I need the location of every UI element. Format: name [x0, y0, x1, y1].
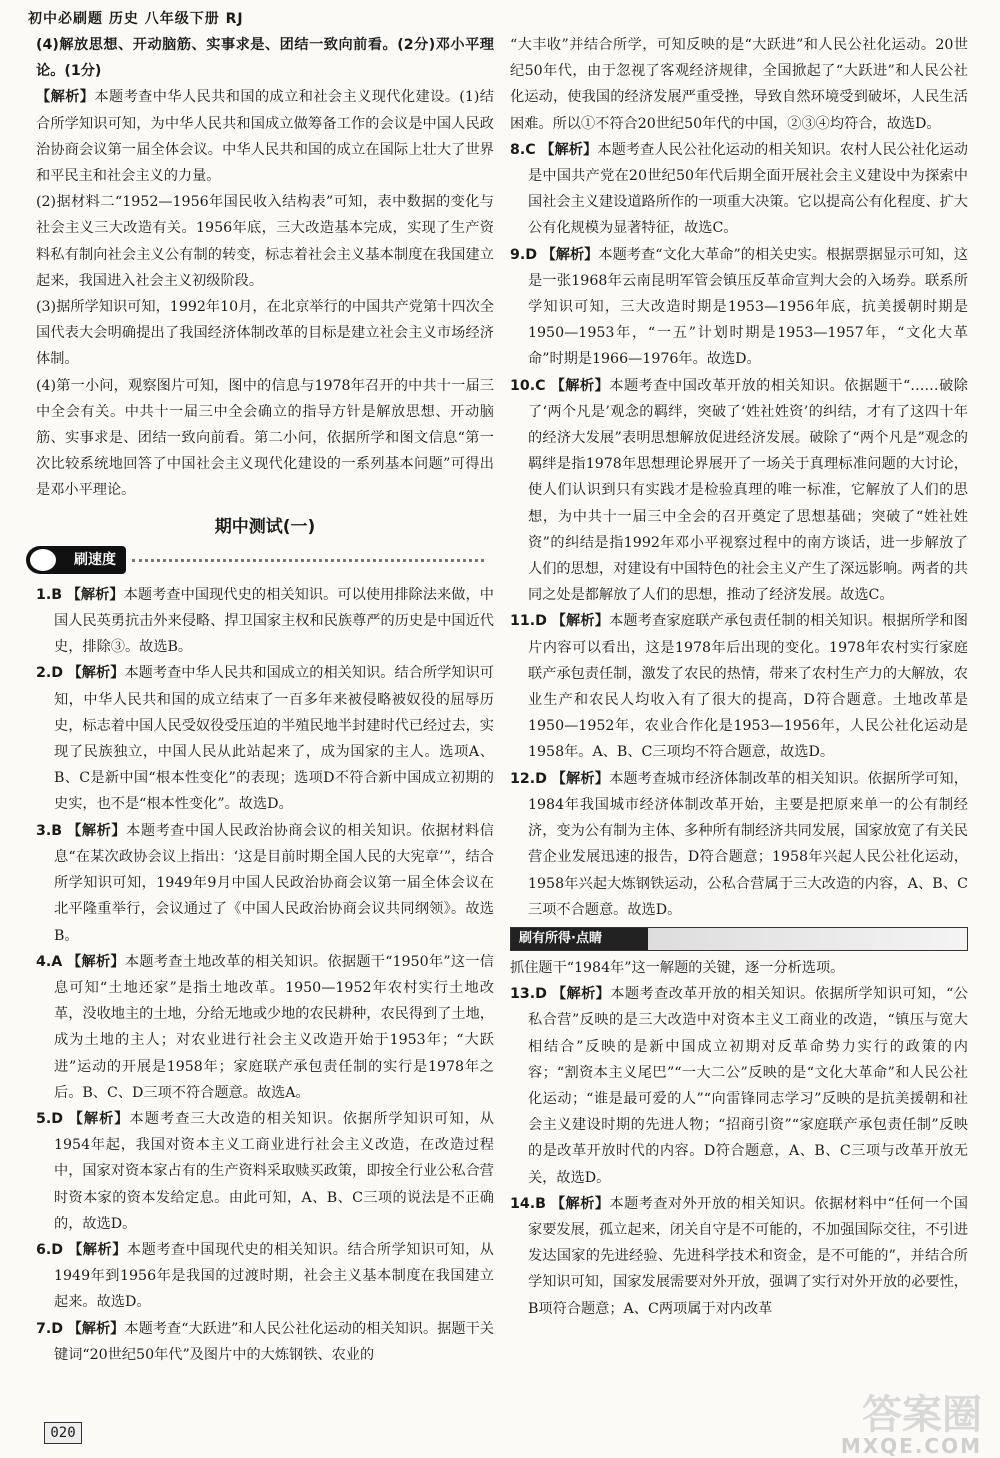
- analysis-tag: 【解析】: [66, 586, 124, 603]
- page-number: 020: [44, 1422, 82, 1444]
- answer-number: 1.B: [36, 586, 63, 603]
- analysis-tag: 【解析】: [541, 246, 599, 263]
- answer-number: 11.D: [510, 613, 547, 630]
- answer-number: 8.C: [510, 141, 536, 158]
- answer-item: [510, 608, 968, 765]
- right-answer-list-b: [510, 981, 968, 1322]
- answer-number: 5.D: [36, 1110, 64, 1127]
- answer-item: [36, 1237, 494, 1316]
- analysis-tag: 【解析】: [68, 1110, 130, 1127]
- answer-item: [36, 949, 494, 1106]
- left-column: [36, 32, 494, 1368]
- analysis-part-2: (2)据材料二“1952—1956年国民收入结构表”可知，表中数据的变化与社会主义三大改造有关。1956年底，三大改造基本完成，实现了生产资料私有制向社会主义公有制的转变，标志着社会主义基本制度在我国建立起来，我国进入社会主义初级阶段。: [36, 194, 494, 289]
- speed-banner: [26, 546, 494, 576]
- analysis-tag: 【解析】: [551, 770, 610, 787]
- analysis-paragraph: [36, 84, 494, 189]
- analysis-tag: 【解析】: [36, 89, 95, 106]
- tip-label: 刷有所得·点睛: [519, 930, 602, 946]
- analysis-part-4: (4)第一小问，观察图片可知，图中的信息与1978年召开的中共十一届三中全会有关。中共十一届三中全会确立的指导方针是解放思想、开动脑筋、实事求是、团结一致向前看。第二小问，依据所学和图文信息“第一次比较系统地回答了中国社会主义现代化建设的一系列基本问题”可得出是邓小平理论。: [36, 377, 494, 499]
- analysis-tag: 【解析】: [540, 141, 598, 158]
- analysis-text: 本题考查三大改造的相关知识。依据所学知识可知，从1954年起，我国对资本主义工商业进行社会主义改造，在改造过程中，国家对资本家占有的生产资料采取赎买政策，即按全行业公私合营时资本家的资本发给定息。由此可知，A、B、C三项的说法是不正确的，故选D。: [54, 1110, 494, 1232]
- answer-number: 10.C: [510, 377, 546, 394]
- right-answer-list-a: [510, 137, 968, 923]
- tip-bar: [510, 927, 968, 951]
- answer-number: 14.B: [510, 1195, 546, 1212]
- answer-item: [36, 818, 494, 949]
- analysis-tag: 【解析】: [68, 1241, 127, 1258]
- speed-badge: [26, 546, 126, 574]
- answer-number: 12.D: [510, 770, 547, 787]
- dotted-divider: [132, 559, 484, 562]
- analysis-tag: 【解析】: [67, 1320, 125, 1337]
- left-answer-list: [36, 582, 494, 1368]
- analysis-text: 本题考查“文化大革命”的相关史实。根据票据显示可知，这是一张1968年云南昆明军管会镇压反革命宣判大会的入场券。联系所学知识可知，三大改造时期是1953—1956年底，抗美援朝时期是1950—1953年，“一五”计划时期是1953—1957年，“文化大革命”时期是1966—1976年。故选D。: [528, 246, 968, 368]
- analysis-text: 本题考查改革开放的相关知识。依据所学知识可知，“公私合营”反映的是三大改造中对资本主义工商业的改造，“镇压与宽大相结合”反映的是新中国成立初期对反革命势力实行的政策的内容；“割资本主义尾巴”“一大二公”反映的是“文化大革命”和人民公社化运动；“谁是最可爱的人”“向雷锋同志学习”反映的是抗美援朝和社会主义建设时期的先进人物；“招商引资”“家庭联产承包责任制”反映的是改革开放时代的内容。D符合题意，A、B、C三项与改革开放无关，故选D。: [528, 986, 968, 1186]
- analysis-text: 本题考查家庭联产承包责任制的相关知识。根据所学和图片内容可以看出，这是1978年后出现的变化。1978年农村实行家庭联产承包责任制，激发了农民的热情，带来了农村生产力的大解放，农业生产和农民人均收入有了很大的提高，D符合题意。土地改革是1950—1952年，农业合作化是1953—1956年，人民公社化运动是1958年。A、B、C三项均不符合题意，故选D。: [528, 613, 968, 761]
- analysis-text: 本题考查“大跃进”和人民公社化运动的相关知识。据题干关键词“20世纪50年代”及图片中的大炼钢铁、农业的: [54, 1320, 494, 1363]
- analysis-text: 本题考查中华人民共和国的成立和社会主义现代化建设。(1)结合所学知识可知，为中华人民共和国成立做筹备工作的会议是中国人民政治协商会议第一届全体会议。中华人民共和国的成立在国际上壮大了世界和平民主和社会主义的力量。: [36, 89, 494, 185]
- answer-item: [510, 981, 968, 1191]
- brush-icon: [30, 549, 56, 571]
- analysis-text: 本题考查对外开放的相关知识。依据材料中“任何一个国家要发展，孤立起来，闭关自守是不可能的，不加强国际交往，不引进发达国家的先进经验、先进科学技术和资金，是不可能的”，并结合所学知识可知，国家发展需要对外开放，强调了实行对外开放的必要性，B项符合题意；A、C两项属于对内改革: [528, 1195, 968, 1317]
- answer-number: 9.D: [510, 246, 538, 263]
- answer-item: [36, 1316, 494, 1368]
- answer-item: [510, 137, 968, 242]
- answer-number: 2.D: [36, 665, 64, 682]
- analysis-text: 本题考查人民公社化运动的相关知识。农村人民公社化运动是中国共产党在20世纪50年代后期全面开展社会主义建设中为探索中国社会主义建设道路所作的一项重大决策。它以提高公有化程度、扩大公有化规模为显著特征，故选C。: [528, 141, 968, 237]
- analysis-tag: 【解析】: [67, 822, 127, 839]
- answer-item: [510, 766, 968, 923]
- answer-item: [36, 660, 494, 817]
- section-title: 期中测试(一): [214, 516, 316, 537]
- analysis-text: 本题考查城市经济体制改革的相关知识。依据所学可知，1984年我国城市经济体制改革开始，主要是把原来单一的公有制经济，变为公有制为主体、多种所有制经济共同发展，国家放宽了有关民营企业发展迅速的报告，D符合题意；1958年兴起人民公社化运动，1958年兴起大炼钢铁运动，公私合营属于三大改造的内容，A、B、C三项不合题意。故选D。: [528, 770, 968, 918]
- analysis-text: 本题考查中国现代史的相关知识。可以使用排除法来做，中国人民英勇抗击外来侵略、捍卫国家主权和民族尊严的历史是中国近代史，排除③。故选B。: [54, 586, 494, 656]
- analysis-tag: 【解析】: [551, 986, 611, 1003]
- tip-text: 抓住题干“1984年”这一解题的关键，逐一分析选项。: [510, 959, 845, 976]
- answer-item: [510, 242, 968, 373]
- answer-item: [36, 1106, 494, 1237]
- answer-item: [36, 582, 494, 661]
- analysis-tag: 【解析】: [67, 665, 125, 682]
- analysis-tag: 【解析】: [551, 613, 610, 630]
- answer-item: [510, 373, 968, 609]
- analysis-text: 本题考查土地改革的相关知识。依据题干“1950年”这一信息可知“土地还家”是指土地改革。1950—1952年农村实行土地改革，没收地主的土地，分给无地或少地的农民耕种，农民得到了土地，成为土地的主人；对农业进行社会主义改造开始于1953年；“大跃进”运动的开展是1958年；家庭联产承包责任制的实行是1978年之后。B、C、D三项不符合题意。故选A。: [54, 953, 494, 1101]
- answer-number: 4.A: [36, 953, 63, 970]
- banner-label: 刷速度: [74, 551, 116, 568]
- answer-number: 13.D: [510, 986, 547, 1003]
- analysis-tag: 【解析】: [550, 1195, 610, 1212]
- analysis-part-3: (3)据所学知识可知，1992年10月，在北京举行的中国共产党第十四次全国代表大会明确提出了我国经济体制改革的目标是建立社会主义市场经济体制。: [36, 299, 494, 368]
- analysis-tag: 【解析】: [550, 377, 610, 394]
- right-column: [510, 32, 968, 1322]
- answer-number: 3.B: [36, 822, 63, 839]
- analysis-text: 本题考查中国改革开放的相关知识。依据题干“……破除了‘两个凡是’观念的羁绊，突破了‘姓社姓资’的纠结，才有了这四十年的经济大发展”表明思想解放促进经济发展。破除了“两个凡是”观念的羁绊是指1978年思想理论界展开了一场关于真理标准问题的大讨论，使人们认识到只有实践才是检验真理的唯一标准，它解放了人们的思想，为中共十一届三中全会的召开奠定了思想基础；突破了“姓社姓资”的纠结是指1992年邓小平视察过程中的南方谈话，进一步解放了人们的思想，对建设有中国特色的社会主义产生了深远影响。两者的共同之处是都解放了人们的思想，推动了经济发展。故选C。: [528, 377, 968, 604]
- page-header: 初中必刷题 历史 八年级下册 RJ: [28, 11, 244, 27]
- watermark-line1: 答案圈: [862, 1392, 982, 1438]
- answer-number: 7.D: [36, 1320, 64, 1337]
- analysis-tag: 【解析】: [67, 953, 125, 970]
- answer-4: (4)解放思想、开动脑筋、实事求是、团结一致向前看。(2分)邓小平理论。(1分): [36, 37, 494, 80]
- answer-item: [510, 1191, 968, 1322]
- watermark-logo: [840, 1392, 982, 1458]
- item-7-continued: “大丰收”并结合所学，可知反映的是“大跃进”和人民公社化运动。20世纪50年代，由于忽视了客观经济规律，全国掀起了“大跃进”和人民公社化运动，使我国的经济发展严重受挫，导致自然环境受到破坏，人民生活困难。所以①不符合20世纪50年代的中国，②③④均符合，故选D。: [510, 37, 968, 132]
- analysis-text: 本题考查中国人民政治协商会议的相关知识。依据材料信息“在某次政协会议上指出：‘这是目前时期全国人民的大宪章’”，结合所学知识可知，1949年9月中国人民政治协商会议第一届全体会议在北平隆重举行，会议通过了《中国人民政治协商会议共同纲领》。故选B。: [54, 822, 494, 944]
- answer-number: 6.D: [36, 1241, 64, 1258]
- analysis-text: 本题考查中华人民共和国成立的相关知识。结合所学知识可知，中华人民共和国的成立结束了一百多年来被侵略被奴役的屈辱历史，标志着中国人民受奴役受压迫的半殖民地半封建时代已经过去，实现了民族独立，中国人民从此站起来了，成为国家的主人。选项A、B、C是新中国“根本性变化”的表现；选项D不符合新中国成立初期的史实，也不是“根本性变化”。故选D。: [54, 665, 494, 813]
- analysis-text: 本题考查中国现代史的相关知识。结合所学知识可知，从1949年到1956年是我国的过渡时期，社会主义基本制度在我国建立起来。故选D。: [54, 1241, 494, 1311]
- watermark-line2: MXQE.COM: [840, 1434, 982, 1458]
